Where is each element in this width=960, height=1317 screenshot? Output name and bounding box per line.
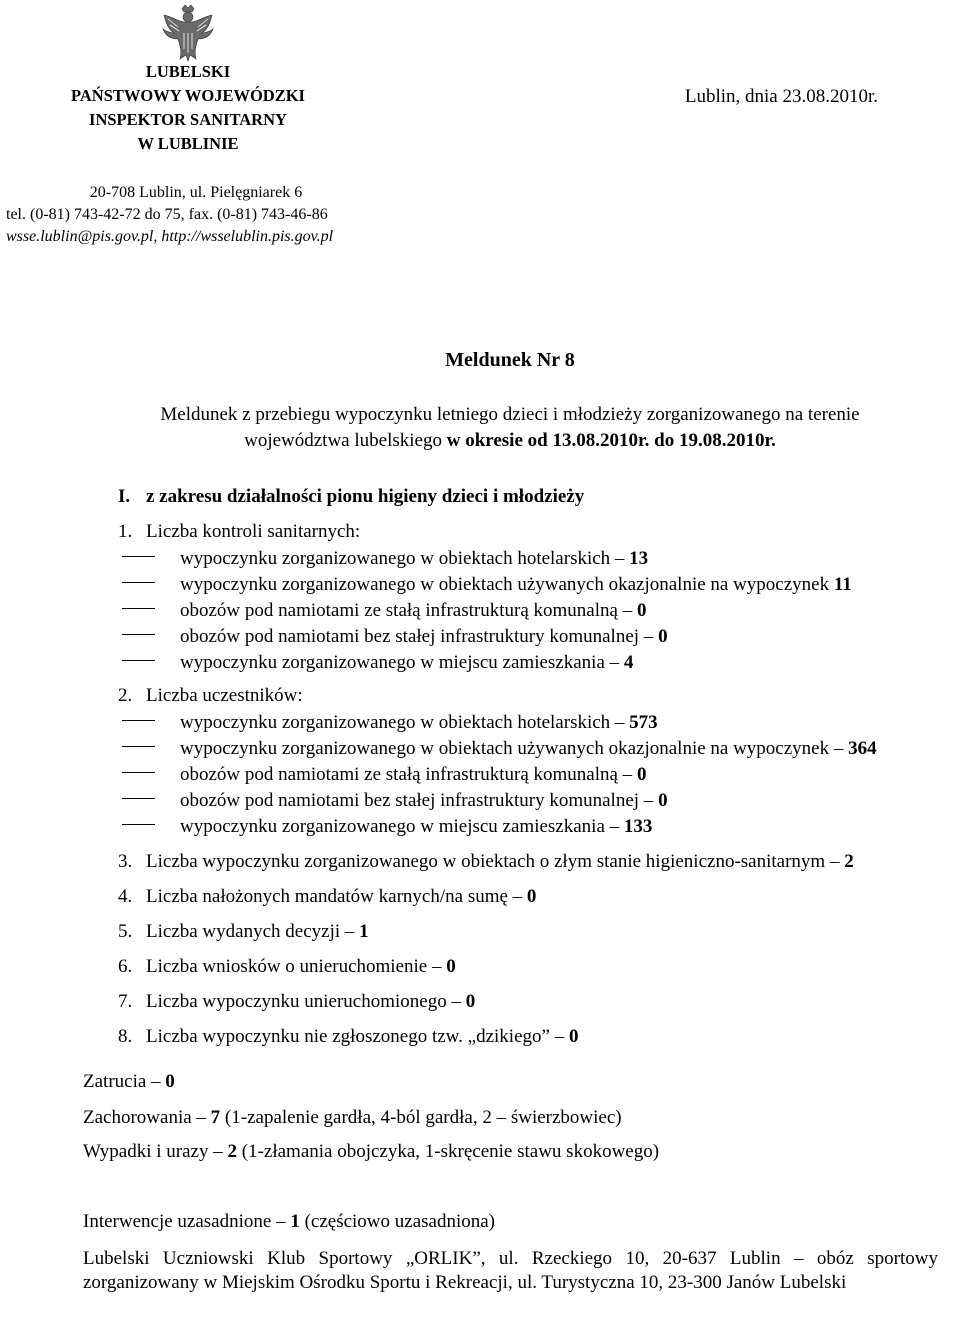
list-item-value: 0 [636,764,647,785]
poisonings-label: Zatrucia – [83,1071,166,1092]
list-item [122,600,646,622]
list-item [122,764,646,786]
dash-icon [122,798,155,800]
list-item-value: 4 [623,652,634,673]
item-number: 1. [118,521,133,542]
list-item [122,790,668,812]
dash-icon [122,582,155,584]
list-item [122,816,652,838]
list-item [122,626,668,648]
illnesses [83,1107,622,1129]
office-name-line: PAŃSTWOWY WOJEWÓDZKI [71,86,305,105]
dash-icon [122,772,155,774]
accidents-details: (1-złamania obojczyka, 1-skręcenie stawu skokowego) [236,1141,660,1162]
interventions-details: (częściowo uzasadniona) [299,1211,496,1232]
item-text: Liczba wypoczynku zorganizowanego w obiektach o złym stanie higieniczno-sanitarnym – [146,851,845,872]
accidents [83,1141,659,1163]
item-number: 5. [118,921,133,942]
item-text: Liczba wypoczynku nie zgłoszonego tzw. „dzikiego” – [146,1026,569,1047]
item-8 [118,1026,578,1048]
address-street: 20-708 Lublin, ul. Pielęgniarek 6 [89,184,303,201]
section-heading [118,486,584,508]
document-date: Lublin, dnia 23.08.2010r. [684,86,878,107]
office-name-line: LUBELSKI [145,62,231,81]
item-text: Liczba wydanych decyzji – [146,921,360,942]
item-text: Liczba nałożonych mandatów karnych/na sumę – [146,886,527,907]
list-item [122,574,852,596]
list-item-text: obozów pod namiotami ze stałą infrastrukturą komunalną – [180,600,637,621]
dash-icon [122,746,155,748]
section-number: I. [118,486,131,507]
list-item-value: 11 [833,574,852,595]
interventions [83,1211,495,1233]
list-item-text: obozów pod namiotami bez stałej infrastruktury komunalnej – [180,790,659,811]
accidents-label: Wypadki i urazy – [83,1141,228,1162]
dash-icon [122,608,155,610]
subtitle-region: województwa lubelskiego [244,430,447,451]
list-item-text: wypoczynku zorganizowanego w obiektach hotelarskich – [180,712,630,733]
poisonings-value: 0 [165,1071,175,1092]
list-item [122,548,648,570]
item-number: 2. [118,685,133,706]
list-item-text: wypoczynku zorganizowanego w obiektach hotelarskich – [180,548,630,569]
list-item [122,652,633,674]
item-6 [118,956,456,978]
dash-icon [122,824,155,826]
item-value: 2 [844,851,854,872]
subtitle-line-1: Meldunek z przebiegu wypoczynku letniego dzieci i młodzieży zorganizowanego na terenie [160,404,860,425]
item-value: 0 [465,991,476,1012]
interventions-value: 1 [290,1211,300,1232]
item-1-heading [118,521,360,543]
list-item-value: 13 [629,548,649,569]
list-item-value: 364 [848,738,877,759]
dash-icon [122,660,155,662]
item-value: 0 [526,886,537,907]
list-item [122,712,658,734]
item-text: Liczba wniosków o unieruchomienie – [146,956,447,977]
item-label: Liczba uczestników: [146,685,303,706]
item-7 [118,991,475,1013]
list-item-text: obozów pod namiotami bez stałej infrastruktury komunalnej – [180,626,659,647]
address-block [6,182,376,248]
item-text: Liczba wypoczynku unieruchomionego – [146,991,466,1012]
item-value: 1 [359,921,369,942]
list-item-text: wypoczynku zorganizowanego w obiektach używanych okazjonalnie na wypoczynek [180,574,834,595]
page-title: Meldunek Nr 8 [445,349,575,371]
interventions-label: Interwencje uzasadnione – [83,1211,291,1232]
accidents-value: 2 [227,1141,237,1162]
list-item-value: 0 [658,626,668,647]
item-label: Liczba kontroli sanitarnych: [146,521,361,542]
illnesses-details: (1-zapalenie gardła, 4-ból gardła, 2 – świerzbowiec) [220,1107,622,1128]
list-item [122,738,877,760]
illnesses-value: 7 [210,1107,221,1128]
item-number: 3. [118,851,133,872]
item-2-heading [118,685,303,707]
list-item-value: 573 [629,712,658,733]
list-item-value: 133 [623,816,653,837]
office-name-line: INSPEKTOR SANITARNY [89,110,287,129]
office-name-line: W LUBLINIE [137,134,239,153]
list-item-text: obozów pod namiotami ze stałą infrastrukturą komunalną – [180,764,637,785]
address-web: wsse.lublin@pis.gov.pl, http://wsselublin.pis.gov.pl [6,228,334,245]
office-name [40,60,336,156]
dash-icon [122,556,155,558]
dash-icon [122,720,155,722]
item-number: 4. [118,886,133,907]
item-value: 0 [568,1026,579,1047]
section-title: z zakresu działalności pionu higieny dzieci i młodzieży [146,486,585,507]
camp-note: Lubelski Uczniowski Klub Sportowy „ORLIK”, ul. Rzeckiego 10, 20-637 Lublin – obóz sportowy zorganizowany w Miejskim Ośrodku Sportu i Rekreacji, ul. Turystyczna 10, 23-300 Janów Lubelski [83,1248,938,1293]
list-item-text: wypoczynku zorganizowanego w miejscu zamieszkania – [180,816,624,837]
item-5 [118,921,369,943]
address-phone: tel. (0-81) 743-42-72 do 75, fax. (0-81) 743-46-86 [6,206,328,223]
list-item-value: 0 [658,790,668,811]
list-item-text: wypoczynku zorganizowanego w obiektach używanych okazjonalnie na wypoczynek – [180,738,849,759]
list-item-value: 0 [636,600,647,621]
polish-eagle-icon [160,3,216,63]
item-value: 0 [446,956,456,977]
subtitle-period: w okresie od 13.08.2010r. do 19.08.2010r. [446,430,776,451]
illnesses-label: Zachorowania – [83,1107,211,1128]
subtitle-line-2 [0,428,960,454]
item-3 [118,851,854,873]
item-4 [118,886,536,908]
item-number: 6. [118,956,133,977]
item-number: 7. [118,991,133,1012]
poisonings [83,1071,175,1093]
list-item-text: wypoczynku zorganizowanego w miejscu zamieszkania – [180,652,624,673]
dash-icon [122,634,155,636]
item-number: 8. [118,1026,133,1047]
